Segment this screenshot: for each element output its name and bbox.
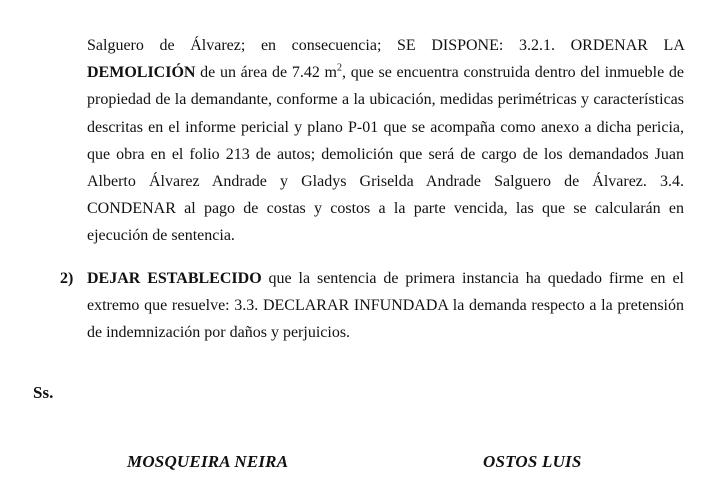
para-text-1: Salguero de Álvarez; en consecuencia; SE DISPONE: 3.2.1. ORDENAR LA (87, 37, 684, 54)
demolicion-term: DEMOLICIÓN (87, 64, 196, 82)
closing-salutation: Ss. (33, 383, 54, 402)
signatory-name: OSTOS LUIS (483, 452, 582, 471)
list-item-number: 2) (60, 270, 74, 287)
infundada-term: INFUNDADA (353, 297, 449, 315)
signatory-name: MOSQUEIRA NEIRA (127, 452, 289, 471)
para-text-2: de un área de 7.42 m (195, 64, 337, 82)
item-text-1: que la sentencia de primera instancia ha quedado firme en el extremo que resuelve: 3.3. DECLARAR (87, 270, 684, 315)
item-text-2: la demanda respecto a la pretensión de indemnización por daños y perjuicios. (87, 297, 685, 342)
resolution-paragraph (87, 32, 684, 250)
para-text-3: , que se encuentra construida dentro del inmueble de propiedad de la demandante, conforme a la ubicación, medidas perimétricas y características descritas en el informe pericial y plano P-01 que se acompaña como anexo a dicha pericia, que obra en el folio 213 de autos; demolición que será de cargo de los demandados Juan Alberto Álvarez Andrade y Gladys Griselda Andrade Salguero de Álvarez. 3.4. CONDENAR al pago de costas y costos a la parte vencida, las que se calcularán en ejecución de sentencia. (87, 64, 684, 245)
dejar-establecido-term: DEJAR ESTABLECIDO (87, 270, 262, 287)
list-item-text (87, 265, 684, 347)
square-superscript: 2 (337, 62, 342, 74)
